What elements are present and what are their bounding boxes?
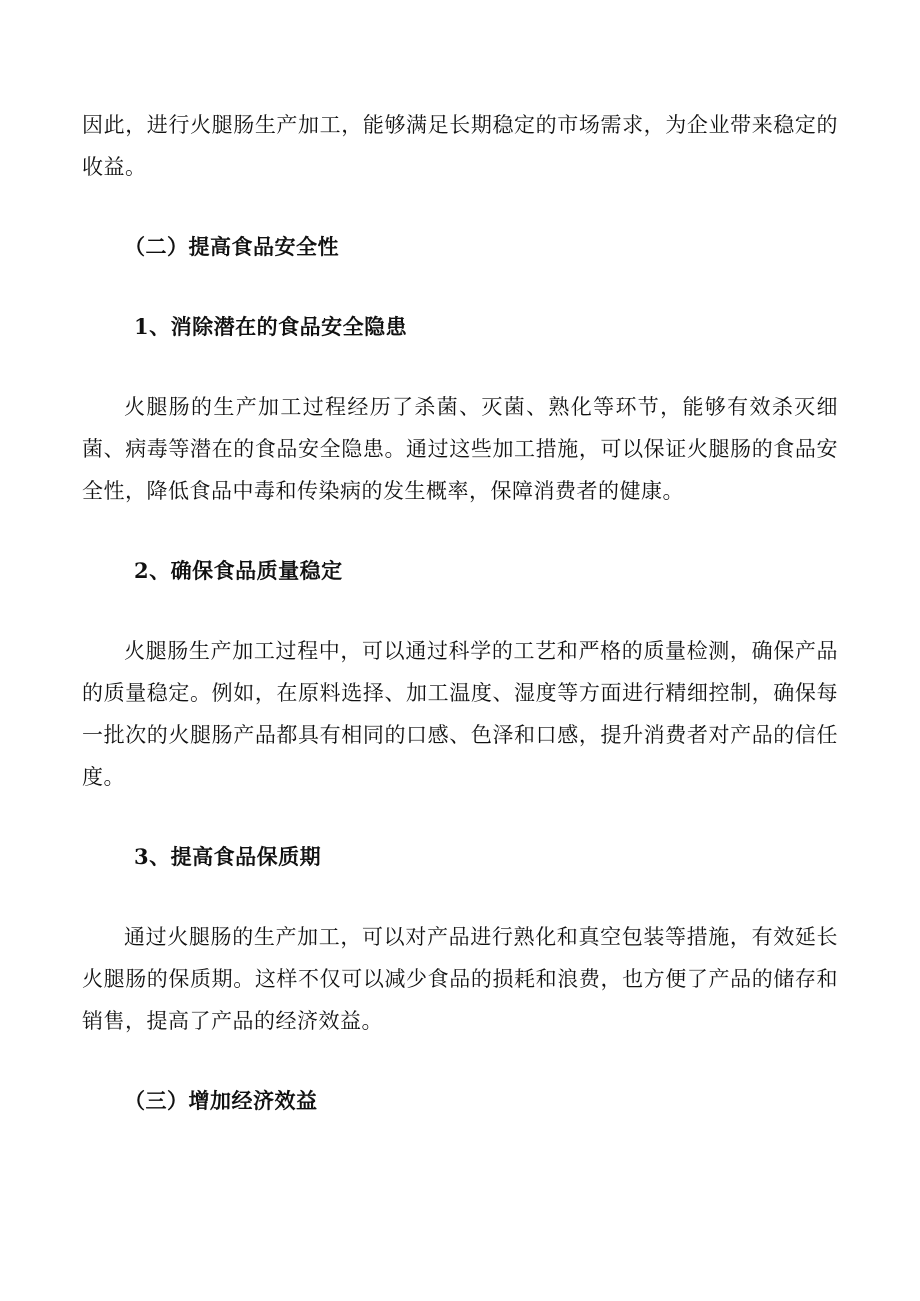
item-2-body: 火腿肠生产加工过程中，可以通过科学的工艺和严格的质量检测，确保产品的质量稳定。例如，在原料选择、加工温度、湿度等方面进行精细控制，确保每一批次的火腿肠产品都具有相同的口感、色泽和口感，提升消费者对产品的信任度。 [82,639,838,789]
spacer [82,512,838,550]
spacer [82,268,838,306]
item-3-title: 3、提高食品保质期 [134,844,322,869]
section-2-title: （二）提高食品安全性 [124,234,339,259]
item-1-body: 火腿肠的生产加工过程经历了杀菌、灭菌、熟化等环节，能够有效杀灭细菌、病毒等潜在的食品安全隐患。通过这些加工措施，可以保证火腿肠的食品安全性，降低食品中毒和传染病的发生概率，保障消费者的健康。 [82,395,838,503]
spacer [82,592,838,630]
section-3-title: （三）增加经济效益 [124,1088,318,1113]
spacer [82,348,838,386]
intro-paragraph: 因此，进行火腿肠生产加工，能够满足长期稳定的市场需求，为企业带来稳定的收益。 [82,113,838,179]
item-1-title: 1、消除潜在的食品安全隐患 [134,314,408,339]
spacer [82,878,838,916]
item-3-body: 通过火腿肠的生产加工，可以对产品进行熟化和真空包装等措施，有效延长火腿肠的保质期。这样不仅可以减少食品的损耗和浪费，也方便了产品的储存和销售，提高了产品的经济效益。 [82,925,838,1033]
spacer [82,1042,838,1080]
item-2-title: 2、确保食品质量稳定 [134,558,343,583]
spacer [82,798,838,836]
spacer [82,188,838,226]
document-page [82,104,838,1122]
